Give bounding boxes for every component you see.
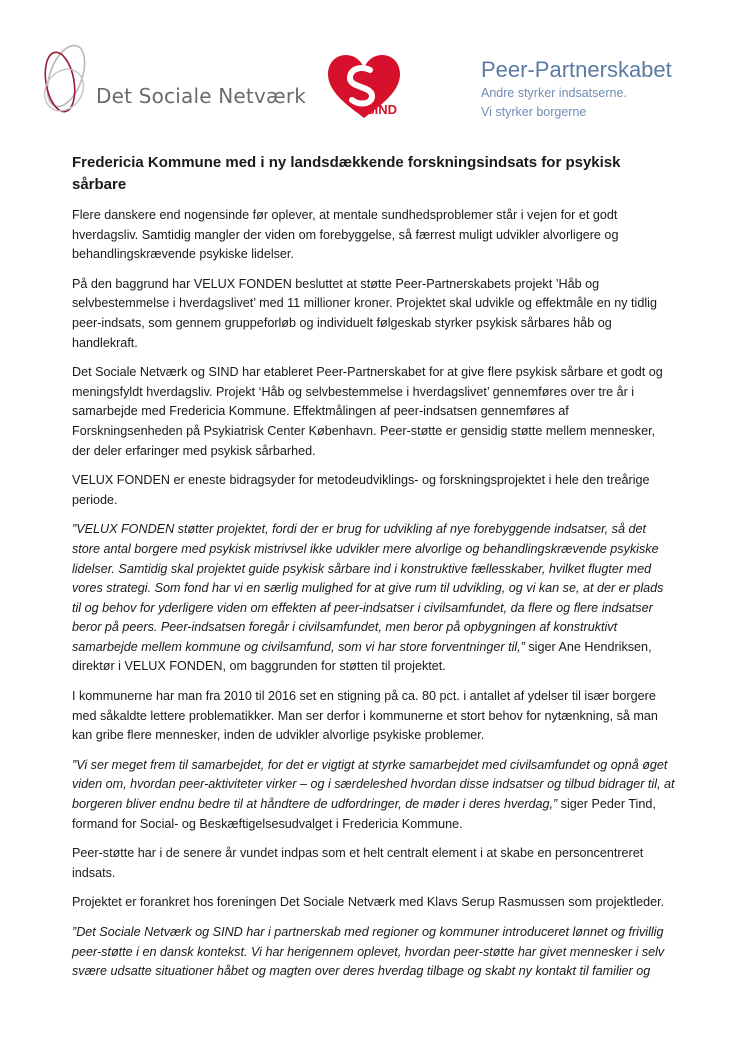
rings-icon: [36, 40, 106, 122]
peer-partnerskabet-block: [481, 56, 672, 122]
quote-fredericia-attribution: siger Peder Tind, formand for Social- og Beskæftigelsesudvalget i Fredericia Kommune.: [72, 797, 656, 831]
quote-velux-text: ”VELUX FONDEN støtter projektet, fordi der er brug for udvikling af nye forebyggende indsatser, så det store antal borgere med psykisk mistrivsel ikke udvikler mere alvorlige og behandlingskrævende psykiske lidelser. Samtidig skal projektet guide psykisk sårbare ind i konstruktive fællesskaber, hvilket flugter med vores strategi. Som fond har vi en særlig mulighed for at give rum til udvikling, og vi kan se, at der er plads til og behov for yderligere viden om effekten af peer-indsatser i civilsamfundet, da flere og flere indsatser beror på peers. Peer-indsatsen foregår i civilsamfundet, men beror på opbygningen af konstruktivt samarbejde mellem kommune og civilsamfund, som vi har store forventninger til,”: [72, 522, 664, 654]
article-headline: Fredericia Kommune med i ny landsdækkende forskningsindsats for psykisk sårbare: [72, 154, 621, 193]
quote-dsn: [72, 923, 676, 982]
page-header: [0, 0, 746, 140]
quote-velux-attribution: siger Ane Hendriksen, direktør i VELUX FONDEN, om baggrunden for støtten til projektet.: [72, 639, 652, 674]
pp-tagline-1: Andre styrker indsatserne.: [481, 86, 627, 100]
dsn-logo-text: Det Sociale Netværk: [96, 84, 307, 108]
paragraph-7: Projektet er forankret hos foreningen Det Sociale Netværk med Klavs Serup Rasmussen som projektleder.: [72, 895, 665, 910]
sind-logo: [322, 52, 406, 122]
paragraph-3: Det Sociale Netværk og SIND har etableret Peer-Partnerskabet for at give flere psykisk sårbare et godt og meningsfyldt hverdagsliv. Projekt ‘Håb og selvbestemmelse i hverdagslivet’ gennemføres over tre år i samarbejde med Fredericia Kommune. Effektmålingen af peer-indsatsen gennemføres af Forskningsenheden på Psykiatrisk Center København. Peer-støtte er gensidig støtte mellem mennesker, der deler erfaringer med psykisk sårbarhed.: [72, 365, 663, 458]
paragraph-4: VELUX FONDEN er eneste bidragsyder for metodeudviklings- og forskningsprojektet i hele den treårige periode.: [72, 473, 650, 507]
quote-fredericia: [72, 756, 676, 834]
paragraph-1: Flere danskere end nogensinde før oplever, at mentale sundhedsproblemer står i vejen for et godt hverdagsliv. Samtidig mangler der viden om forebyggelse, så færrest muligt udvikler alvorligere og behandlingskrævende psykiske lidelser.: [72, 208, 619, 262]
sind-logo-text: SIND: [366, 102, 398, 117]
article-body: [72, 152, 676, 992]
det-sociale-netvaerk-logo: [36, 40, 307, 122]
paragraph-5: I kommunerne har man fra 2010 til 2016 set en stigning på ca. 80 pct. i antallet af ydelser til især borgere med såkaldte lettere problematikker. Man ser derfor i kommunerne et stort behov for nytænkning, så man kan gribe flere mennesker, inden de udvikler alvorlige psykiske problemer.: [72, 689, 658, 743]
pp-title: Peer-Partnerskabet: [481, 57, 672, 82]
pp-tagline-2: Vi styrker borgerne: [481, 105, 587, 119]
quote-fredericia-text: ”Vi ser meget frem til samarbejdet, for det er vigtigt at styrke samarbejdet med civilsamfundet og opnå øget viden om, hvordan peer-aktiviteter virker – og i særdeleshed hvordan disse indsatser og tilbud bidrager til, at borgeren bliver endnu bedre til at håndtere de udfordringer, de møder i deres hverdag,”: [72, 757, 675, 812]
paragraph-6: Peer-støtte har i de senere år vundet indpas som et helt centralt element i at skabe en personcentreret indsats.: [72, 846, 644, 880]
quote-velux: [72, 520, 676, 677]
quote-dsn-text: ”Det Sociale Netværk og SIND har i partnerskab med regioner og kommuner introduceret lønnet og frivillig peer-støtte i en dansk kontekst. Vi har herigennem oplevet, hvordan peer-støtte har givet mennesker i selv svære udsatte situationer håbet og magten over deres hverdag tilbage og skabt ny kontakt til familier og: [72, 925, 665, 979]
paragraph-2: På den baggrund har VELUX FONDEN besluttet at støtte Peer-Partnerskabets projekt ’Håb og selvbestemmelse i hverdagslivet’ med 11 millioner kroner. Projektet skal udvikle og effektmåle en ny tidlig peer-indsats, som gennem gruppeforløb og individuelt følgeskab styrker psykisk sårbares håb og handlekraft.: [72, 276, 657, 350]
